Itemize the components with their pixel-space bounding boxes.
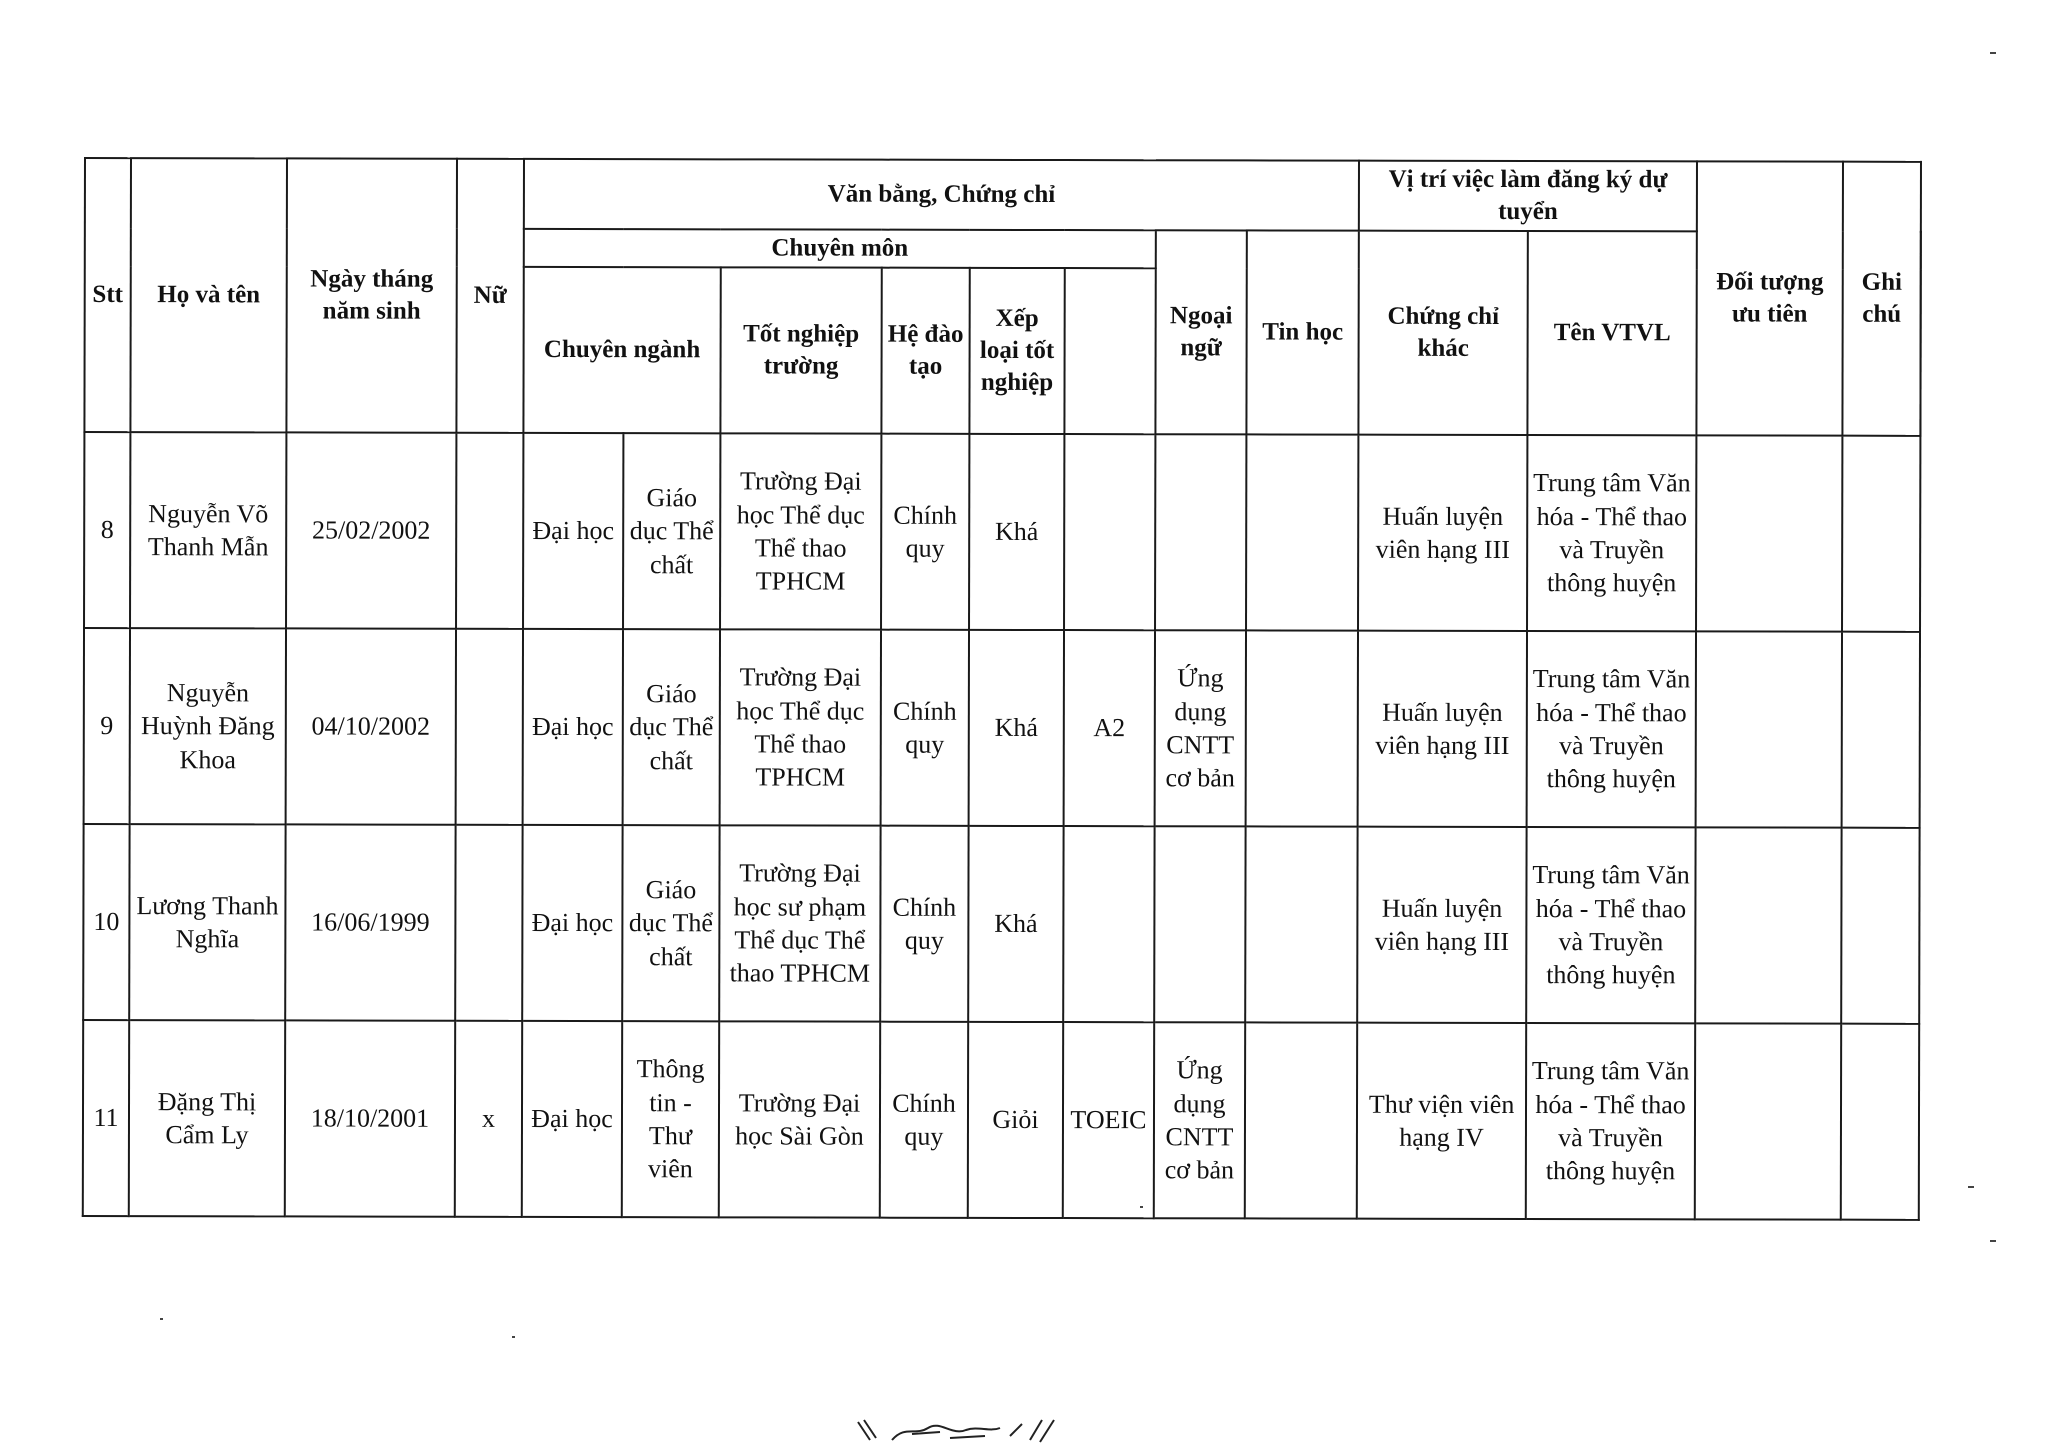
cell-training-type: Chính quy bbox=[881, 434, 969, 630]
cell-female bbox=[456, 433, 523, 629]
cell-stt: 10 bbox=[83, 824, 129, 1020]
cell-other-cert bbox=[1245, 826, 1357, 1022]
header-stt: Stt bbox=[84, 158, 131, 432]
header-grade: Xếp loại tốt nghiệp bbox=[969, 268, 1064, 434]
cell-stt: 9 bbox=[84, 628, 130, 824]
cell-it bbox=[1155, 434, 1246, 630]
cell-language: A2 bbox=[1064, 630, 1155, 826]
header-specialty: Chuyên môn bbox=[524, 229, 1156, 268]
cell-language: TOEIC bbox=[1063, 1022, 1154, 1218]
cell-unit: Trung tâm Văn hóa - Thể thao và Truyền thông huyện bbox=[1527, 435, 1696, 631]
cell-grade: Khá bbox=[969, 434, 1064, 630]
cell-level: Đại học bbox=[523, 629, 623, 825]
header-language: Ngoại ngữ bbox=[1155, 230, 1246, 434]
cell-training-type: Chính quy bbox=[880, 1022, 968, 1218]
cell-training-type: Chính quy bbox=[880, 826, 968, 1022]
cell-unit: Trung tâm Văn hóa - Thể thao và Truyền thông huyện bbox=[1526, 827, 1695, 1023]
header-row-1 bbox=[85, 158, 1921, 232]
cell-major: Giáo dục Thể chất bbox=[623, 433, 720, 629]
cell-stt: 8 bbox=[84, 432, 130, 628]
header-position: Vị trí việc làm đăng ký dự tuyển bbox=[1359, 161, 1697, 232]
cell-school: Trường Đại học Sài Gòn bbox=[719, 1021, 880, 1217]
cell-major: Giáo dục Thể chất bbox=[623, 629, 720, 825]
header-priority: Đối tượng ưu tiên bbox=[1696, 161, 1843, 435]
header-female: Nữ bbox=[456, 159, 524, 433]
cell-training-type: Chính quy bbox=[881, 630, 969, 826]
header-training-type: Hệ đào tạo bbox=[881, 268, 969, 434]
cell-female: x bbox=[455, 1021, 522, 1217]
header-qualifications: Văn bằng, Chứng chỉ bbox=[524, 159, 1359, 231]
cell-name: Nguyễn Võ Thanh Mẫn bbox=[130, 432, 286, 628]
cell-it bbox=[1154, 826, 1245, 1022]
cell-school: Trường Đại học sư phạm Thể dục Thể thao TPHCM bbox=[719, 825, 880, 1021]
cell-unit: Trung tâm Văn hóa - Thể thao và Truyền thông huyện bbox=[1526, 1023, 1695, 1219]
cell-language bbox=[1064, 434, 1155, 630]
header-other-cert: Chứng chỉ khác bbox=[1358, 231, 1527, 435]
cell-job-title: Huấn luyện viên hạng III bbox=[1357, 827, 1526, 1023]
cell-note bbox=[1842, 436, 1920, 632]
cell-other-cert bbox=[1245, 1022, 1357, 1218]
header-major: Chuyên ngành bbox=[523, 267, 720, 433]
cell-school: Trường Đại học Thể dục Thể thao TPHCM bbox=[720, 629, 881, 825]
header-name: Họ và tên bbox=[130, 158, 287, 432]
cell-priority bbox=[1695, 827, 1841, 1023]
cell-note bbox=[1841, 1024, 1919, 1220]
cell-major: Thông tin - Thư viên bbox=[622, 1021, 719, 1217]
cell-dob: 18/10/2001 bbox=[285, 1020, 455, 1216]
header-note: Ghi chú bbox=[1842, 162, 1921, 436]
cell-level: Đại học bbox=[523, 433, 623, 629]
cell-dob: 25/02/2002 bbox=[286, 432, 456, 628]
cell-grade: Khá bbox=[969, 630, 1064, 826]
cell-female bbox=[456, 629, 523, 825]
header-dob: Ngày tháng năm sinh bbox=[286, 158, 457, 432]
cell-note bbox=[1842, 632, 1920, 828]
cell-stt: 11 bbox=[83, 1020, 129, 1216]
cell-language bbox=[1063, 826, 1154, 1022]
cell-it: Ứng dụng CNTT cơ bản bbox=[1155, 630, 1246, 826]
header-job-title: Tên VTVL bbox=[1527, 231, 1696, 435]
cell-note bbox=[1841, 828, 1919, 1024]
cell-dob: 16/06/1999 bbox=[285, 824, 455, 1020]
cell-level: Đại học bbox=[522, 1021, 622, 1217]
cell-level: Đại học bbox=[522, 825, 622, 1021]
cell-job-title: Huấn luyện viên hạng III bbox=[1358, 631, 1527, 827]
cell-school: Trường Đại học Thể dục Thể thao TPHCM bbox=[720, 433, 881, 629]
cell-unit: Trung tâm Văn hóa - Thể thao và Truyền thông huyện bbox=[1527, 631, 1696, 827]
table-row bbox=[84, 628, 1920, 828]
cell-name: Nguyễn Huỳnh Đăng Khoa bbox=[130, 628, 286, 824]
cell-priority bbox=[1696, 435, 1842, 631]
table-row bbox=[83, 824, 1919, 1024]
table-row bbox=[83, 1020, 1919, 1220]
cell-grade: Giỏi bbox=[968, 1022, 1063, 1218]
header-school: Tốt nghiệp trường bbox=[720, 267, 881, 433]
cell-it: Ứng dụng CNTT cơ bản bbox=[1154, 1022, 1245, 1218]
header-it: Tin học bbox=[1246, 230, 1359, 434]
cell-name: Lương Thanh Nghĩa bbox=[129, 824, 285, 1020]
cell-female bbox=[455, 825, 522, 1021]
cell-name: Đặng Thị Cẩm Ly bbox=[129, 1020, 285, 1216]
cell-other-cert bbox=[1246, 434, 1358, 630]
scan-scribble bbox=[858, 1420, 1054, 1442]
candidate-table bbox=[82, 157, 1922, 1221]
cell-dob: 04/10/2002 bbox=[286, 628, 456, 824]
cell-priority bbox=[1696, 631, 1842, 827]
cell-other-cert bbox=[1246, 630, 1358, 826]
cell-job-title: Huấn luyện viên hạng III bbox=[1358, 435, 1527, 631]
cell-job-title: Thư viện viên hạng IV bbox=[1357, 1023, 1526, 1219]
table-row bbox=[84, 432, 1920, 632]
cell-major: Giáo dục Thể chất bbox=[622, 825, 719, 1021]
cell-priority bbox=[1695, 1023, 1841, 1219]
cell-grade: Khá bbox=[968, 826, 1063, 1022]
